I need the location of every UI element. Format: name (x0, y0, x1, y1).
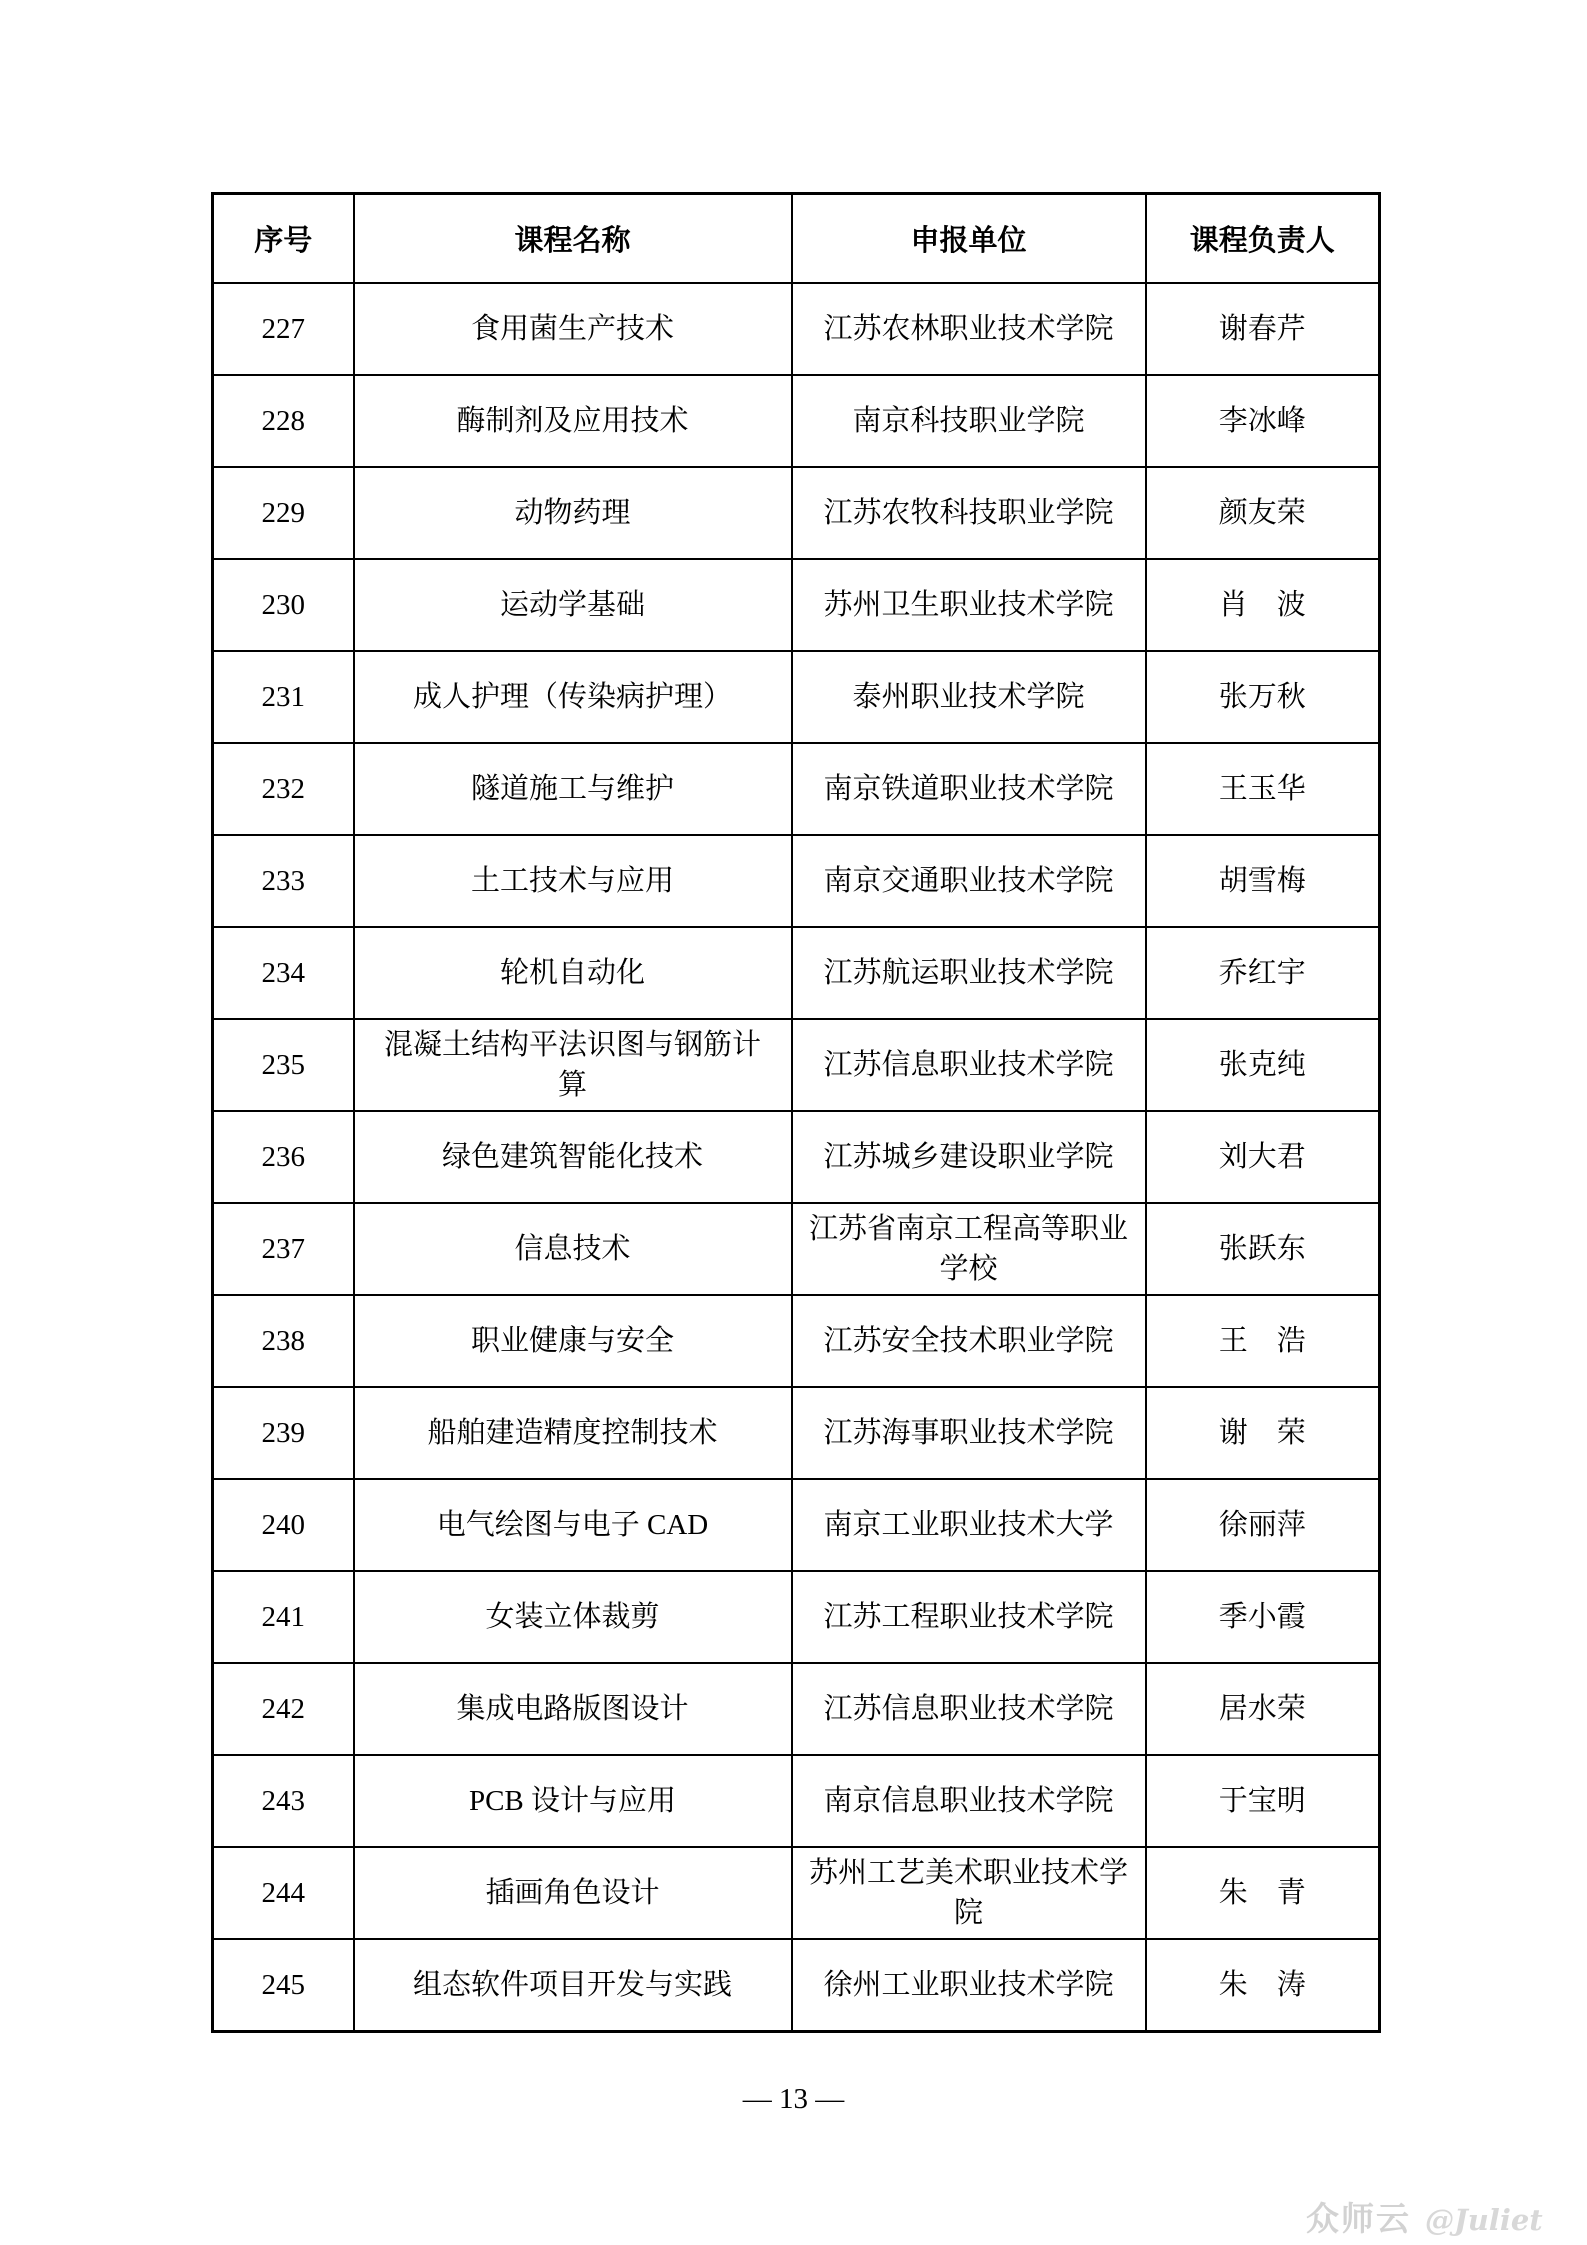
cell-leader: 胡雪梅 (1146, 835, 1380, 927)
table-row (213, 835, 1380, 927)
cell-leader: 肖 波 (1146, 559, 1380, 651)
cell-leader: 张跃东 (1146, 1203, 1380, 1295)
cell-unit: 徐州工业职业技术学院 (792, 1939, 1146, 2032)
table-row (213, 1939, 1380, 2032)
cell-unit: 南京信息职业技术学院 (792, 1755, 1146, 1847)
table-row (213, 651, 1380, 743)
cell-no: 242 (213, 1663, 354, 1755)
column-header-no: 序号 (213, 194, 354, 284)
cell-course: 信息技术 (354, 1203, 792, 1295)
cell-course: 成人护理（传染病护理） (354, 651, 792, 743)
cell-course: 电气绘图与电子 CAD (354, 1479, 792, 1571)
cell-no: 241 (213, 1571, 354, 1663)
cell-unit: 苏州卫生职业技术学院 (792, 559, 1146, 651)
cell-leader: 徐丽萍 (1146, 1479, 1380, 1571)
cell-leader: 朱 青 (1146, 1847, 1380, 1939)
column-header-unit: 申报单位 (792, 194, 1146, 284)
cell-leader: 王玉华 (1146, 743, 1380, 835)
table-row (213, 467, 1380, 559)
table-row (213, 927, 1380, 1019)
cell-unit: 江苏信息职业技术学院 (792, 1663, 1146, 1755)
cell-unit: 江苏工程职业技术学院 (792, 1571, 1146, 1663)
watermark-brand: 众师云 (1306, 2200, 1411, 2237)
cell-unit: 泰州职业技术学院 (792, 651, 1146, 743)
cell-no: 244 (213, 1847, 354, 1939)
cell-unit: 江苏农林职业技术学院 (792, 283, 1146, 375)
cell-course: 动物药理 (354, 467, 792, 559)
cell-no: 234 (213, 927, 354, 1019)
cell-unit: 南京科技职业学院 (792, 375, 1146, 467)
cell-course: 运动学基础 (354, 559, 792, 651)
course-table (211, 192, 1381, 2033)
cell-leader: 谢 荣 (1146, 1387, 1380, 1479)
cell-leader: 于宝明 (1146, 1755, 1380, 1847)
cell-no: 232 (213, 743, 354, 835)
cell-no: 237 (213, 1203, 354, 1295)
cell-unit: 南京铁道职业技术学院 (792, 743, 1146, 835)
cell-leader: 李冰峰 (1146, 375, 1380, 467)
table-row (213, 1663, 1380, 1755)
table-row (213, 559, 1380, 651)
cell-no: 240 (213, 1479, 354, 1571)
cell-unit: 江苏农牧科技职业学院 (792, 467, 1146, 559)
cell-no: 239 (213, 1387, 354, 1479)
cell-course: 组态软件项目开发与实践 (354, 1939, 792, 2032)
table-row (213, 743, 1380, 835)
table-row (213, 283, 1380, 375)
column-header-leader: 课程负责人 (1146, 194, 1380, 284)
cell-no: 230 (213, 559, 354, 651)
table-header-row (213, 194, 1380, 284)
table-row (213, 1203, 1380, 1295)
cell-leader: 张万秋 (1146, 651, 1380, 743)
cell-course: 船舶建造精度控制技术 (354, 1387, 792, 1479)
cell-leader: 颜友荣 (1146, 467, 1380, 559)
cell-course: 插画角色设计 (354, 1847, 792, 1939)
cell-unit: 南京工业职业技术大学 (792, 1479, 1146, 1571)
cell-no: 235 (213, 1019, 354, 1111)
cell-course: 职业健康与安全 (354, 1295, 792, 1387)
table-body (213, 283, 1380, 2032)
table-row (213, 1847, 1380, 1939)
cell-leader: 王 浩 (1146, 1295, 1380, 1387)
cell-unit: 江苏航运职业技术学院 (792, 927, 1146, 1019)
cell-course: 土工技术与应用 (354, 835, 792, 927)
cell-course: 酶制剂及应用技术 (354, 375, 792, 467)
cell-course: 集成电路版图设计 (354, 1663, 792, 1755)
cell-leader: 季小霞 (1146, 1571, 1380, 1663)
cell-no: 238 (213, 1295, 354, 1387)
cell-no: 227 (213, 283, 354, 375)
table-row (213, 375, 1380, 467)
cell-course: 食用菌生产技术 (354, 283, 792, 375)
cell-unit: 江苏安全技术职业学院 (792, 1295, 1146, 1387)
table-row (213, 1111, 1380, 1203)
table-row (213, 1019, 1380, 1111)
cell-leader: 张克纯 (1146, 1019, 1380, 1111)
cell-no: 231 (213, 651, 354, 743)
table-row (213, 1387, 1380, 1479)
cell-course: 绿色建筑智能化技术 (354, 1111, 792, 1203)
cell-unit: 江苏城乡建设职业学院 (792, 1111, 1146, 1203)
cell-leader: 朱 涛 (1146, 1939, 1380, 2032)
cell-unit: 江苏省南京工程高等职业学校 (792, 1203, 1146, 1295)
cell-unit: 江苏海事职业技术学院 (792, 1387, 1146, 1479)
cell-course: PCB 设计与应用 (354, 1755, 792, 1847)
cell-course: 隧道施工与维护 (354, 743, 792, 835)
table-row (213, 1571, 1380, 1663)
cell-leader: 乔红宇 (1146, 927, 1380, 1019)
page-number: — 13 — (742, 2083, 845, 2115)
cell-no: 236 (213, 1111, 354, 1203)
table-row (213, 1755, 1380, 1847)
cell-unit: 苏州工艺美术职业技术学院 (792, 1847, 1146, 1939)
cell-leader: 刘大君 (1146, 1111, 1380, 1203)
table-row (213, 1479, 1380, 1571)
cell-unit: 南京交通职业技术学院 (792, 835, 1146, 927)
cell-no: 243 (213, 1755, 354, 1847)
cell-unit: 江苏信息职业技术学院 (792, 1019, 1146, 1111)
cell-no: 245 (213, 1939, 354, 2032)
cell-course: 轮机自动化 (354, 927, 792, 1019)
watermark-handle: @Juliet (1425, 2203, 1543, 2237)
cell-no: 233 (213, 835, 354, 927)
watermark (1306, 2193, 1543, 2240)
table-row (213, 1295, 1380, 1387)
cell-course: 混凝土结构平法识图与钢筋计算 (354, 1019, 792, 1111)
cell-no: 228 (213, 375, 354, 467)
cell-no: 229 (213, 467, 354, 559)
column-header-course: 课程名称 (354, 194, 792, 284)
cell-leader: 居水荣 (1146, 1663, 1380, 1755)
cell-leader: 谢春芹 (1146, 283, 1380, 375)
cell-course: 女装立体裁剪 (354, 1571, 792, 1663)
